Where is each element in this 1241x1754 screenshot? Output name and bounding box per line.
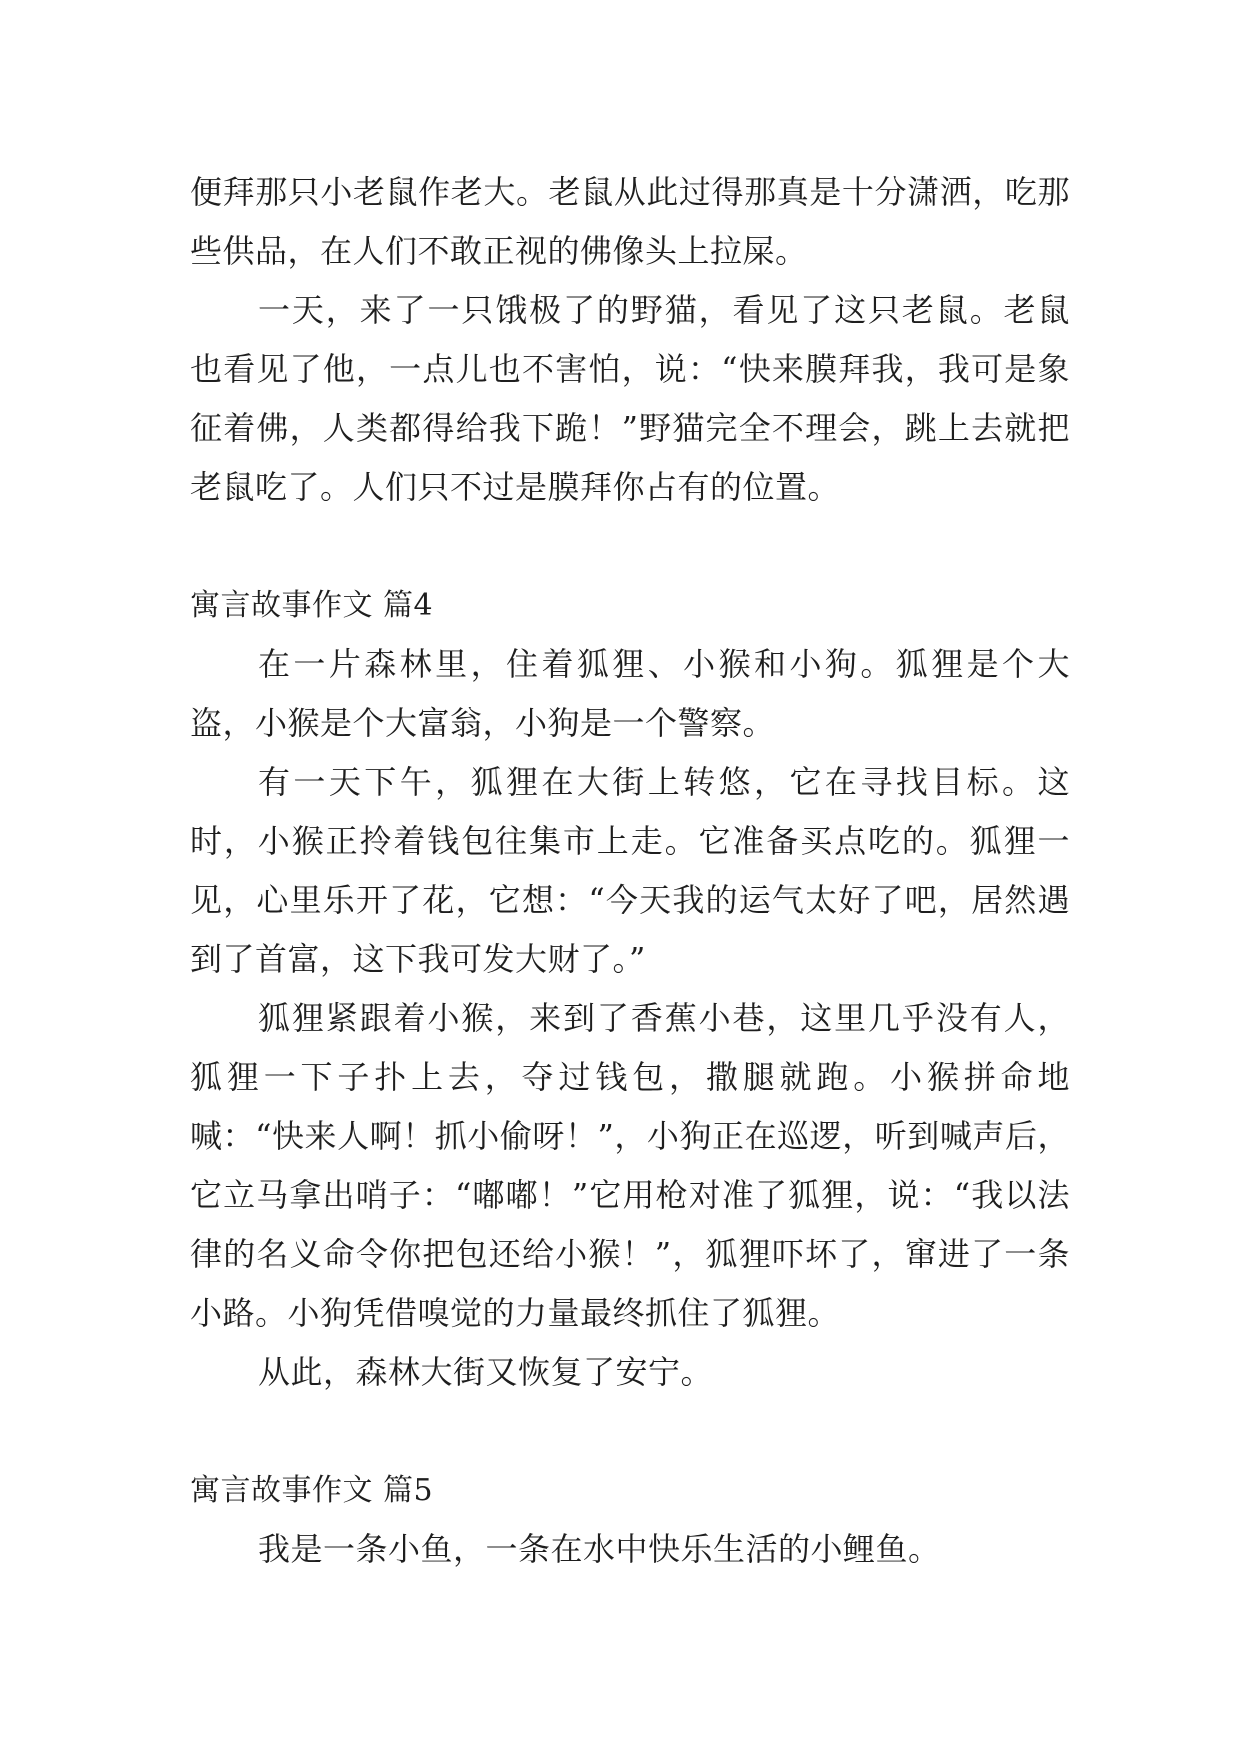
paragraph: 有一天下午，狐狸在大街上转悠，它在寻找目标。这时，小猴正拎着钱包往集市上走。它准备买点吃的。狐狸一见，心里乐开了花，它想：“今天我的运气太好了吧，居然遇到了首富，这下我可发大财了。” [190, 763, 1070, 978]
paragraph: 从此，森林大街又恢复了安宁。 [258, 1353, 714, 1391]
section-heading: 寓言故事作文 篇4 [190, 588, 434, 623]
section-spacer [190, 517, 1070, 576]
paragraph: 在一片森林里，住着狐狸、小猴和小狗。狐狸是个大盗，小猴是个大富翁，小狗是一个警察。 [190, 645, 1070, 742]
document-body [190, 163, 1070, 1579]
section-spacer [190, 1402, 1070, 1461]
paragraph: 一天，来了一只饿极了的野猫，看见了这只老鼠。老鼠也看见了他，一点儿也不害怕，说：“快来膜拜我，我可是象征着佛，人类都得给我下跪！”野猫完全不理会，跳上去就把老鼠吃了。人们只不过是膜拜你占有的位置。 [190, 291, 1070, 506]
paragraph: 狐狸紧跟着小猴，来到了香蕉小巷，这里几乎没有人，狐狸一下子扑上去，夺过钱包，撒腿就跑。小猴拼命地喊：“快来人啊！抓小偷呀！”，小狗正在巡逻，听到喊声后，它立马拿出哨子：“嘟嘟！”它用枪对准了狐狸，说：“我以法律的名义命令你把包还给小猴！”，狐狸吓坏了，窜进了一条小路。小狗凭借嗅觉的力量最终抓住了狐狸。 [190, 999, 1070, 1332]
paragraph: 便拜那只小老鼠作老大。老鼠从此过得那真是十分潇洒，吃那些供品，在人们不敢正视的佛像头上拉屎。 [190, 173, 1070, 270]
section-heading: 寓言故事作文 篇5 [190, 1473, 434, 1508]
paragraph: 我是一条小鱼，一条在水中快乐生活的小鲤鱼。 [258, 1530, 941, 1568]
